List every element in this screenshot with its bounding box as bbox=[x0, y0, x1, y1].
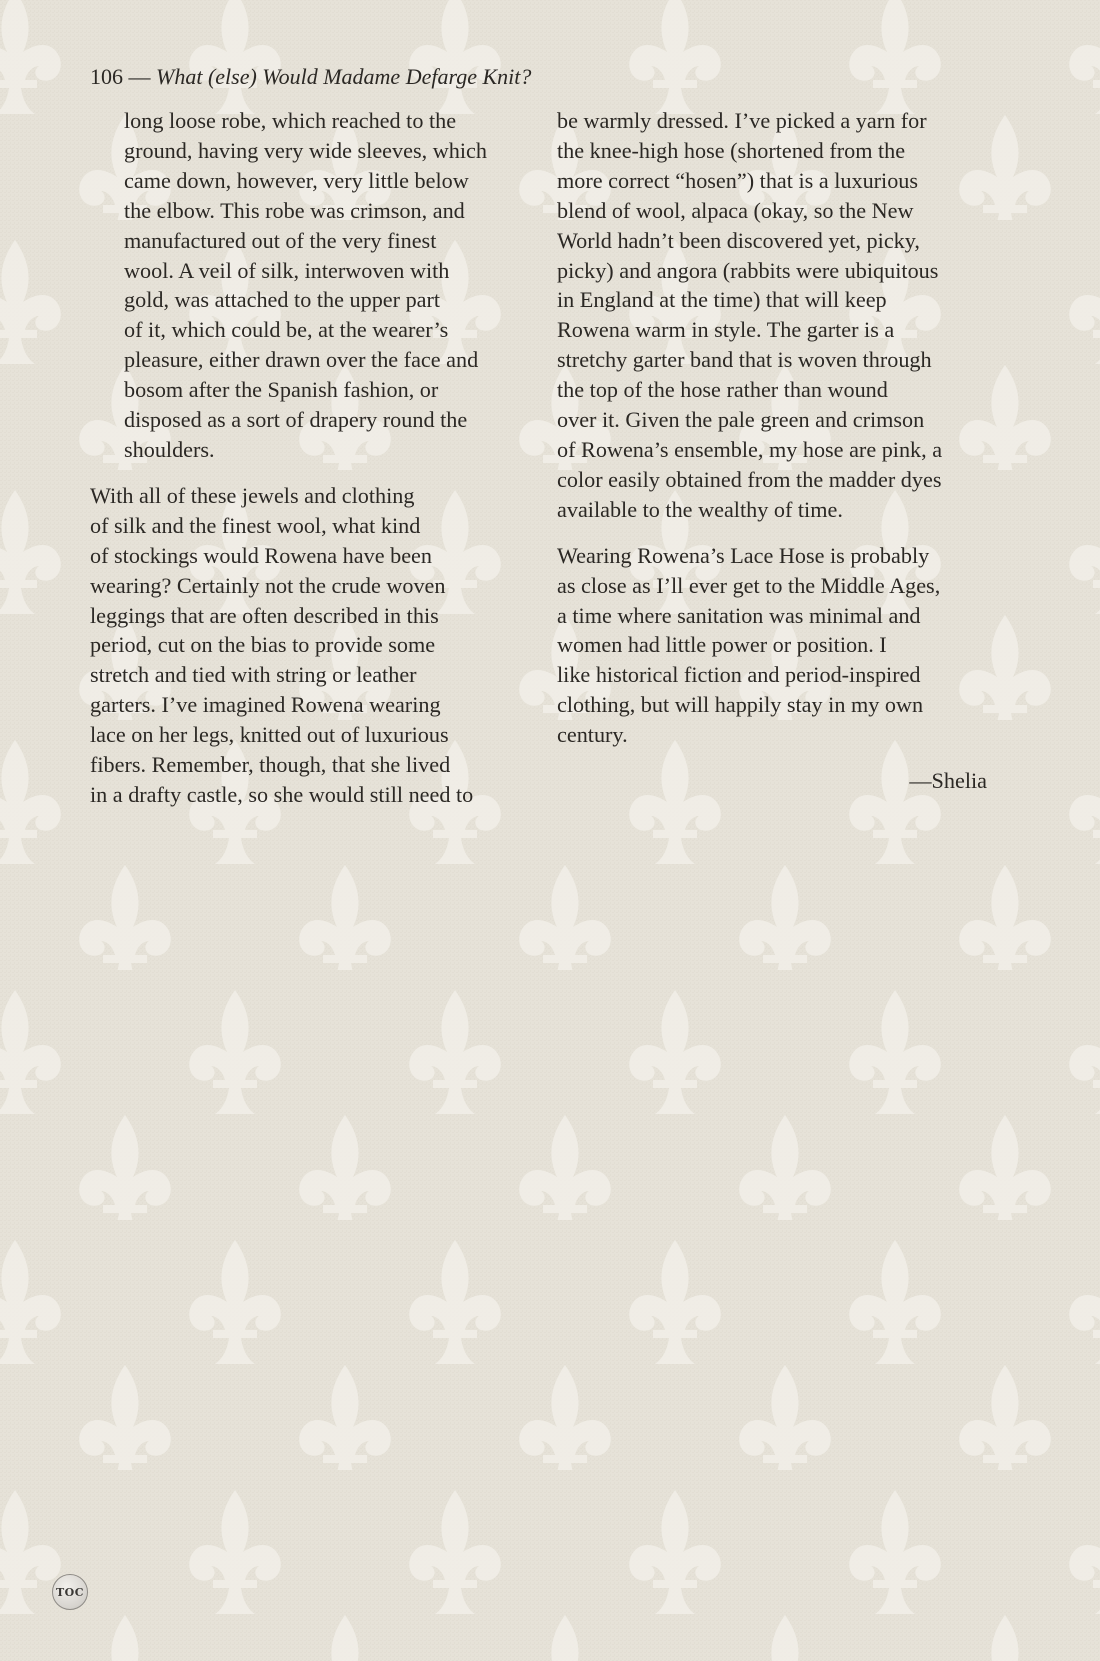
text-line: of Rowena’s ensemble, my hose are pink, a bbox=[557, 436, 943, 462]
text-line: pleasure, either drawn over the face and bbox=[124, 347, 479, 373]
body-paragraph-yarn bbox=[557, 106, 997, 525]
body-paragraph-middle-ages bbox=[557, 541, 997, 750]
text-line: gold, was attached to the upper part bbox=[124, 287, 441, 313]
text-line: fibers. Remember, though, that she lived bbox=[90, 752, 451, 778]
text-line: color easily obtained from the madder dyes bbox=[557, 466, 942, 492]
text-line: clothing, but will happily stay in my own bbox=[557, 692, 924, 718]
text-line: leggings that are often described in this bbox=[90, 602, 439, 628]
text-line: in a drafty castle, so she would still need to bbox=[90, 781, 474, 807]
text-line: wearing? Certainly not the crude woven bbox=[90, 572, 446, 598]
text-line: bosom after the Spanish fashion, or bbox=[124, 377, 439, 403]
header-separator: — bbox=[123, 64, 156, 89]
text-line: the knee-high hose (shortened from the bbox=[557, 137, 906, 163]
toc-button[interactable]: TOC bbox=[52, 1574, 88, 1610]
text-line: blend of wool, alpaca (okay, so the New bbox=[557, 197, 914, 223]
text-line: wool. A veil of silk, interwoven with bbox=[124, 257, 450, 283]
body-paragraph-stockings bbox=[90, 481, 530, 810]
author-signature: —Shelia bbox=[909, 768, 987, 794]
text-line: in England at the time) that will keep bbox=[557, 287, 887, 313]
text-line: lace on her legs, knitted out of luxurious bbox=[90, 722, 449, 748]
text-line: like historical fiction and period-inspired bbox=[557, 662, 921, 688]
running-header bbox=[90, 62, 531, 92]
text-line: women had little power or position. I bbox=[557, 632, 887, 658]
text-line: be warmly dressed. I’ve picked a yarn for bbox=[557, 108, 927, 133]
text-line: garters. I’ve imagined Rowena wearing bbox=[90, 692, 441, 718]
text-line: of silk and the finest wool, what kind bbox=[90, 512, 421, 538]
text-line: shoulders. bbox=[124, 436, 215, 462]
text-line: the top of the hose rather than wound bbox=[557, 377, 888, 403]
left-column bbox=[90, 106, 530, 810]
text-line: With all of these jewels and clothing bbox=[90, 482, 415, 508]
text-line: picky) and angora (rabbits were ubiquitous bbox=[557, 257, 939, 283]
book-title: What (else) Would Madame Defarge Knit? bbox=[156, 64, 532, 89]
text-line: Wearing Rowena’s Lace Hose is probably bbox=[557, 542, 930, 568]
text-line: stretch and tied with string or leather bbox=[90, 662, 417, 688]
text-line: of stockings would Rowena have been bbox=[90, 542, 432, 568]
text-line: as close as I’ll ever get to the Middle Ages, bbox=[557, 572, 941, 598]
page-number: 106 bbox=[90, 64, 123, 89]
text-line: century. bbox=[557, 722, 628, 748]
text-line: World hadn’t been discovered yet, picky, bbox=[557, 227, 920, 253]
right-column bbox=[557, 106, 997, 796]
text-line: more correct “hosen”) that is a luxurious bbox=[557, 167, 919, 193]
quote-paragraph bbox=[124, 106, 534, 465]
text-line: Rowena warm in style. The garter is a bbox=[557, 317, 895, 343]
text-line: available to the wealthy of time. bbox=[557, 496, 843, 522]
text-line: came down, however, very little below bbox=[124, 167, 469, 193]
text-line: disposed as a sort of drapery round the bbox=[124, 407, 468, 433]
text-line: ground, having very wide sleeves, which bbox=[124, 137, 487, 163]
text-line: a time where sanitation was minimal and bbox=[557, 602, 921, 628]
text-line: stretchy garter band that is woven through bbox=[557, 347, 932, 373]
text-line: the elbow. This robe was crimson, and bbox=[124, 197, 465, 223]
quoted-passage bbox=[124, 106, 534, 465]
text-line: of it, which could be, at the wearer’s bbox=[124, 317, 449, 343]
text-line: long loose robe, which reached to the bbox=[124, 108, 457, 133]
text-line: over it. Given the pale green and crimson bbox=[557, 407, 925, 433]
text-line: manufactured out of the very finest bbox=[124, 227, 437, 253]
text-line: period, cut on the bias to provide some bbox=[90, 632, 436, 658]
